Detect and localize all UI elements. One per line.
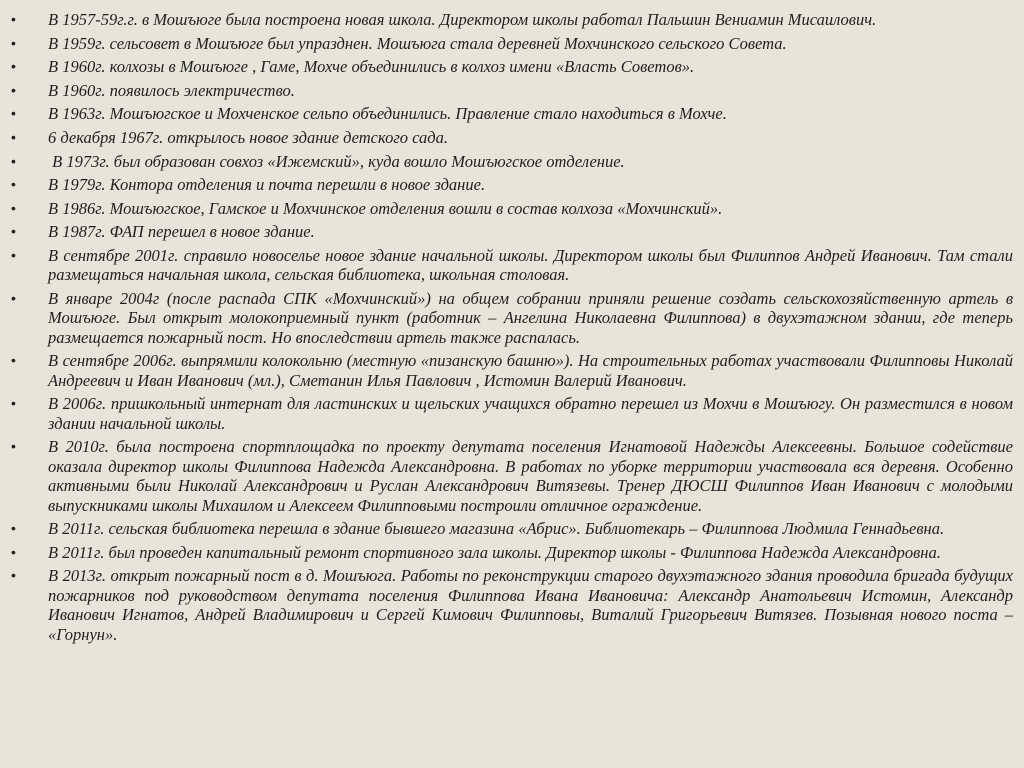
- bullet-icon: •: [11, 11, 16, 27]
- list-item-text: В 1986г. Мошъюгское, Гамское и Мохчинское отделения вошли в состав колхоза «Мохчинский».: [48, 198, 723, 218]
- bullet-icon: •: [11, 352, 16, 369]
- list-item: [0, 566, 1024, 644]
- bullet-icon: •: [11, 34, 16, 51]
- list-item-text: В 1987г. ФАП перешел в новое здание.: [48, 222, 315, 242]
- list-item: [0, 519, 1024, 538]
- list-item: [0, 57, 1024, 76]
- list-item-text: В сентябре 2001г. справило новоселье новое здание начальной школы. Директором школы был Филиппов Андрей Иванович. Там стали размещаться начальная школа, сельская библиотека, школьная столовая.: [48, 245, 1013, 285]
- list-item: [0, 104, 1024, 123]
- list-item-text: В 2013г. открыт пожарный пост в д. Мошъюга. Работы по реконструкции старого двухэтажного здания проводила бригада будущих пожарников под руководством депутата поселения Филиппова Ивана Ивановича: Александр Анатольевич Истомин, Александр Иванович Игнатов, Андрей Владимирович и Сергей Кимович Филипповы, Виталий Григорьевич Витязев. Позывная нового поста – «Горнун».: [48, 566, 1013, 644]
- list-item: [0, 34, 1024, 53]
- list-item-text: В 2010г. была построена спортплощадка по проекту депутата поселения Игнатовой Надежды Алексеевны. Большое содействие оказала директор школы Филиппова Надежда Александровна. В работах по уборке территории участвовала вся деревня. Особенно активными были Николай Александрович и Руслан Александрович Витязевы. Тренер ДЮСШ Филиппов Иван Иванович с молодыми выпускниками школы Михаилом и Алексеем Филипповыми построили отличное ограждение.: [48, 437, 1013, 515]
- list-item-text: В сентябре 2006г. выпрямили колокольню (местную «пизанскую башню»). На строительных работах участвовали Филипповы Николай Андреевич и Иван Иванович (мл.), Сметанин Илья Павлович , Истомин Валерий Иванович.: [48, 351, 1013, 390]
- list-item-text: В январе 2004г (после распада СПК «Мохчинский») на общем собрании приняли решение создать сельскохозяйственную артель в Мошъюге. Был открыт молокоприемный пункт (работник – Ангелина Николаевна Филиппова) в двухэтажном здании, где теперь размещается пожарный пост. Но впоследствии артель также распалась.: [48, 288, 1013, 347]
- list-item: [0, 437, 1024, 515]
- list-item: [0, 543, 1024, 562]
- bullet-icon: •: [11, 199, 16, 216]
- bullet-icon: •: [11, 567, 16, 584]
- list-item-text: 6 декабря 1967г. открылось новое здание детского сада.: [48, 127, 449, 147]
- bullet-icon: •: [11, 246, 16, 263]
- list-item: [0, 246, 1024, 285]
- bullet-icon: •: [11, 81, 16, 98]
- list-item-text: В 1957-59г.г. в Мошъюге была построена новая школа. Директором школы работал Пальшин Вениамин Мисаилович.: [48, 10, 877, 29]
- list-item: [0, 128, 1024, 147]
- list-item: [0, 175, 1024, 194]
- list-item-text: В 1973г. был образован совхоз «Ижемский», куда вошло Мошъюгское отделение.: [48, 151, 625, 171]
- list-item-text: В 2011г. сельская библиотека перешла в здание бывшего магазина «Абрис». Библиотекарь – Филиппова Людмила Геннадьевна.: [48, 519, 945, 539]
- list-item: [0, 289, 1024, 347]
- list-item: [0, 351, 1024, 390]
- bullet-icon: •: [11, 176, 16, 193]
- list-item-text: В 1960г. появилось электричество.: [48, 80, 295, 100]
- list-item: [0, 394, 1024, 433]
- list-item-text: В 2006г. пришкольный интернат для ластинских и щельских учащихся обратно перешел из Мохчи в Мошъюгу. Он разместился в новом здании начальной школы.: [48, 394, 1013, 433]
- list-item-text: В 1960г. колхозы в Мошъюге , Гаме, Мохче объединились в колхоз имени «Власть Советов».: [48, 57, 695, 77]
- bullet-icon: •: [11, 223, 16, 240]
- list-item-text: В 1963г. Мошъюгское и Мохченское сельпо объединились. Правление стало находиться в Мохче.: [48, 104, 727, 124]
- bullet-icon: •: [11, 128, 16, 145]
- bullet-icon: •: [11, 105, 16, 122]
- bullet-icon: •: [11, 152, 16, 169]
- bullet-icon: •: [11, 289, 16, 306]
- list-item: [0, 152, 1024, 171]
- list-item-text: В 1979г. Контора отделения и почта перешли в новое здание.: [48, 175, 486, 195]
- list-item: [0, 199, 1024, 218]
- bullet-icon: •: [11, 395, 16, 412]
- list-item: [0, 81, 1024, 100]
- list-item-text: В 1959г. сельсовет в Мошъюге был упразднен. Мошъюга стала деревней Мохчинского сельского Совета.: [48, 33, 787, 53]
- bullet-icon: •: [11, 520, 16, 537]
- bullet-icon: •: [11, 58, 16, 75]
- bullet-icon: •: [11, 438, 16, 455]
- list-item: [0, 222, 1024, 241]
- list-item-text: В 2011г. был проведен капитальный ремонт спортивного зала школы. Директор школы - Филиппова Надежда Александровна.: [48, 542, 941, 562]
- list-item: [0, 10, 1024, 29]
- bullet-icon: •: [11, 543, 16, 560]
- history-bullet-list: [0, 10, 1024, 648]
